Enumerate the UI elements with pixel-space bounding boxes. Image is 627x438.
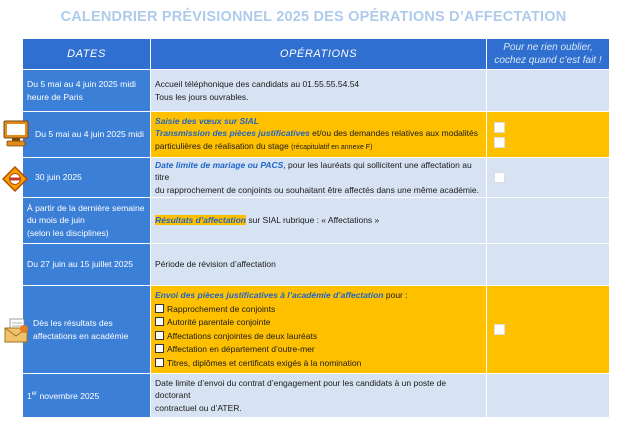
operation-text: contractuel ou d’ATER. — [155, 402, 242, 413]
checkbox-cell — [487, 286, 610, 374]
table-row — [23, 70, 610, 112]
date-text: 1 — [27, 391, 32, 402]
done-checkbox[interactable] — [495, 325, 504, 334]
operation-cell — [151, 286, 487, 374]
operation-text: Date limite d’envoi du contrat d’engagement pour les candidats à un poste de doctorant — [155, 377, 447, 401]
date-superscript: er — [31, 391, 38, 398]
operation-cell — [151, 158, 487, 198]
operation-text: Tous les jours ouvrables. — [155, 91, 249, 102]
checklist-item: Titres, diplômes et certificats exigés à la nomination — [167, 357, 362, 368]
checklist-item: Rapprochement de conjoints — [167, 303, 276, 314]
operation-cell — [151, 70, 487, 112]
operation-cell — [151, 374, 487, 418]
date-text: novembre 2025 — [37, 391, 100, 402]
table-row — [23, 286, 610, 374]
operation-text: sur SIAL rubrique : « Affectations » — [246, 215, 380, 226]
note-line-1: Pour ne rien oublier, — [503, 42, 593, 53]
date-text: heure de Paris — [27, 91, 83, 102]
operation-highlight: Date limite de mariage ou PACS — [155, 159, 284, 170]
operation-highlight: Saisie des vœux sur SIAL — [155, 115, 259, 126]
table-header-row — [23, 39, 610, 70]
date-text: affectations en académie — [33, 330, 129, 341]
operation-cell — [151, 112, 487, 158]
table-row — [23, 244, 610, 286]
table-row — [23, 158, 610, 198]
date-cell — [23, 286, 151, 374]
date-cell — [23, 112, 151, 158]
header-checklist-note — [487, 39, 610, 70]
table-row — [23, 198, 610, 244]
date-text: 30 juin 2025 — [35, 172, 82, 183]
checkbox-cell — [487, 158, 610, 198]
operation-cell — [151, 198, 487, 244]
date-text: À partir de la dernière semaine — [27, 202, 145, 213]
computer-icon — [3, 120, 29, 148]
calendar-table — [22, 38, 610, 418]
checkbox-cell — [487, 198, 610, 244]
table-row — [23, 112, 610, 158]
checklist-box-icon — [155, 358, 164, 367]
date-text: Dès les résultats des — [33, 318, 113, 328]
operation-highlight: Résultats d’affectation — [155, 215, 247, 226]
done-checkbox[interactable] — [495, 123, 504, 132]
date-text: Du 27 juin au 15 juillet 2025 — [27, 259, 134, 270]
done-checkbox[interactable] — [495, 173, 504, 182]
page-title: CALENDRIER PRÉVISIONNEL 2025 DES OPÉRATIONS D’AFFECTATION — [60, 9, 567, 25]
checkbox-cell — [487, 112, 610, 158]
envelope-documents-icon — [4, 318, 30, 344]
header-operations: OPÉRATIONS — [151, 39, 487, 70]
checklist-box-icon — [155, 344, 164, 353]
checklist-item: Affectations conjointes de deux lauréats — [167, 330, 318, 341]
operation-note: (récapitulatif en annexe F) — [291, 143, 373, 151]
operation-text: du rapprochement de conjoints ou souhaitant être affectés dans une même académie. — [155, 184, 479, 195]
operation-highlight: Transmission des pièces justificatives — [155, 128, 310, 139]
operation-text: Période de révision d’affectation — [155, 259, 276, 270]
operation-text: pour : — [383, 290, 408, 300]
table-row — [23, 374, 610, 418]
date-text: Du 5 mai au 4 juin 2025 midi — [35, 129, 144, 140]
warning-sign-icon — [2, 166, 28, 194]
checklist-box-icon — [155, 304, 164, 313]
operation-text: , pour les lauréats qui sollicitent une affectation au titre — [155, 159, 472, 183]
header-dates: DATES — [23, 39, 151, 70]
date-cell — [23, 198, 151, 244]
checklist-box-icon — [155, 317, 164, 326]
checklist-item: Autorité parentale conjointe — [167, 317, 271, 327]
operation-text: et/ou des demandes relatives aux modalités — [309, 128, 479, 139]
date-cell — [23, 374, 151, 418]
date-text: (selon les disciplines) — [27, 227, 109, 238]
checkbox-cell — [487, 70, 610, 112]
date-cell — [23, 244, 151, 286]
operation-text: Accueil téléphonique des candidats au 01.55.55.54.54 — [155, 79, 360, 89]
checkbox-cell — [487, 374, 610, 418]
checklist-box-icon — [155, 331, 164, 340]
operation-cell — [151, 244, 487, 286]
operation-highlight: Envoi des pièces justificatives à l’académie d’affectation — [155, 290, 384, 300]
checklist-item: Affectation en département d’outre-mer — [167, 344, 315, 354]
checkbox-cell — [487, 244, 610, 286]
date-cell — [23, 70, 151, 112]
date-text: Du 5 mai au 4 juin 2025 midi — [27, 79, 136, 89]
done-checkbox[interactable] — [495, 138, 504, 147]
note-line-2: cochez quand c’est fait ! — [494, 55, 602, 66]
operation-text: particulières de réalisation du stage — [155, 140, 292, 151]
date-cell — [23, 158, 151, 198]
date-text: du mois de juin — [27, 215, 85, 226]
